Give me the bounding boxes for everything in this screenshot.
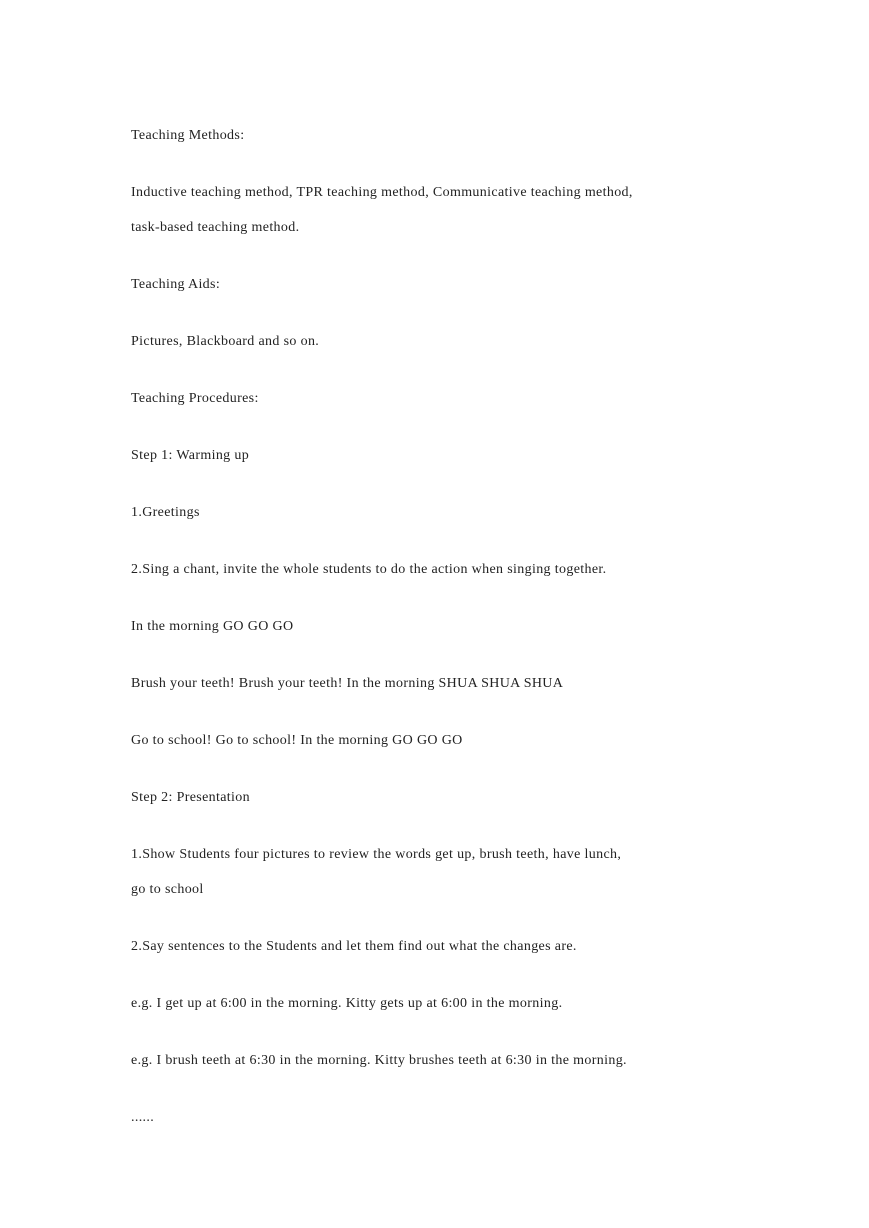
text-line: Step 1: Warming up: [131, 448, 250, 463]
heading-teaching-methods: [131, 118, 771, 153]
text-line: ......: [131, 1110, 155, 1125]
text-line: Go to school! Go to school! In the morning GO GO GO: [131, 733, 463, 748]
heading-step-2: [131, 780, 771, 815]
text-line: 1.Show Students four pictures to review the words get up, brush teeth, have lunch,: [131, 847, 622, 862]
chant-line-3: [131, 723, 771, 758]
paragraph-methods-list: [131, 175, 771, 245]
list-item-say-sentences: [131, 929, 771, 964]
heading-step-1: [131, 438, 771, 473]
text-line: Brush your teeth! Brush your teeth! In the morning SHUA SHUA SHUA: [131, 676, 564, 691]
chant-line-2: [131, 666, 771, 701]
example-sentence-1: [131, 986, 771, 1021]
text-line: In the morning GO GO GO: [131, 619, 294, 634]
text-line: Teaching Methods:: [131, 128, 245, 143]
text-line: Inductive teaching method, TPR teaching method, Communicative teaching method,: [131, 185, 633, 200]
heading-teaching-procedures: [131, 381, 771, 416]
paragraph-aids-list: [131, 324, 771, 359]
text-line: Pictures, Blackboard and so on.: [131, 334, 320, 349]
document-body: [131, 118, 771, 1157]
text-line: Teaching Procedures:: [131, 391, 259, 406]
text-line: e.g. I get up at 6:00 in the morning. Kitty gets up at 6:00 in the morning.: [131, 996, 563, 1011]
example-sentence-2: [131, 1043, 771, 1078]
ellipsis: [131, 1100, 771, 1135]
list-item-show-pictures: [131, 837, 771, 907]
text-line: Teaching Aids:: [131, 277, 221, 292]
text-line: task-based teaching method.: [131, 220, 300, 235]
text-line: 1.Greetings: [131, 505, 200, 520]
list-item-sing-chant: [131, 552, 771, 587]
text-line: Step 2: Presentation: [131, 790, 250, 805]
text-line: 2.Sing a chant, invite the whole students to do the action when singing together.: [131, 562, 607, 577]
list-item-greetings: [131, 495, 771, 530]
chant-line-1: [131, 609, 771, 644]
heading-teaching-aids: [131, 267, 771, 302]
text-line: 2.Say sentences to the Students and let them find out what the changes are.: [131, 939, 577, 954]
text-line: go to school: [131, 882, 204, 897]
text-line: e.g. I brush teeth at 6:30 in the morning. Kitty brushes teeth at 6:30 in the morning.: [131, 1053, 627, 1068]
